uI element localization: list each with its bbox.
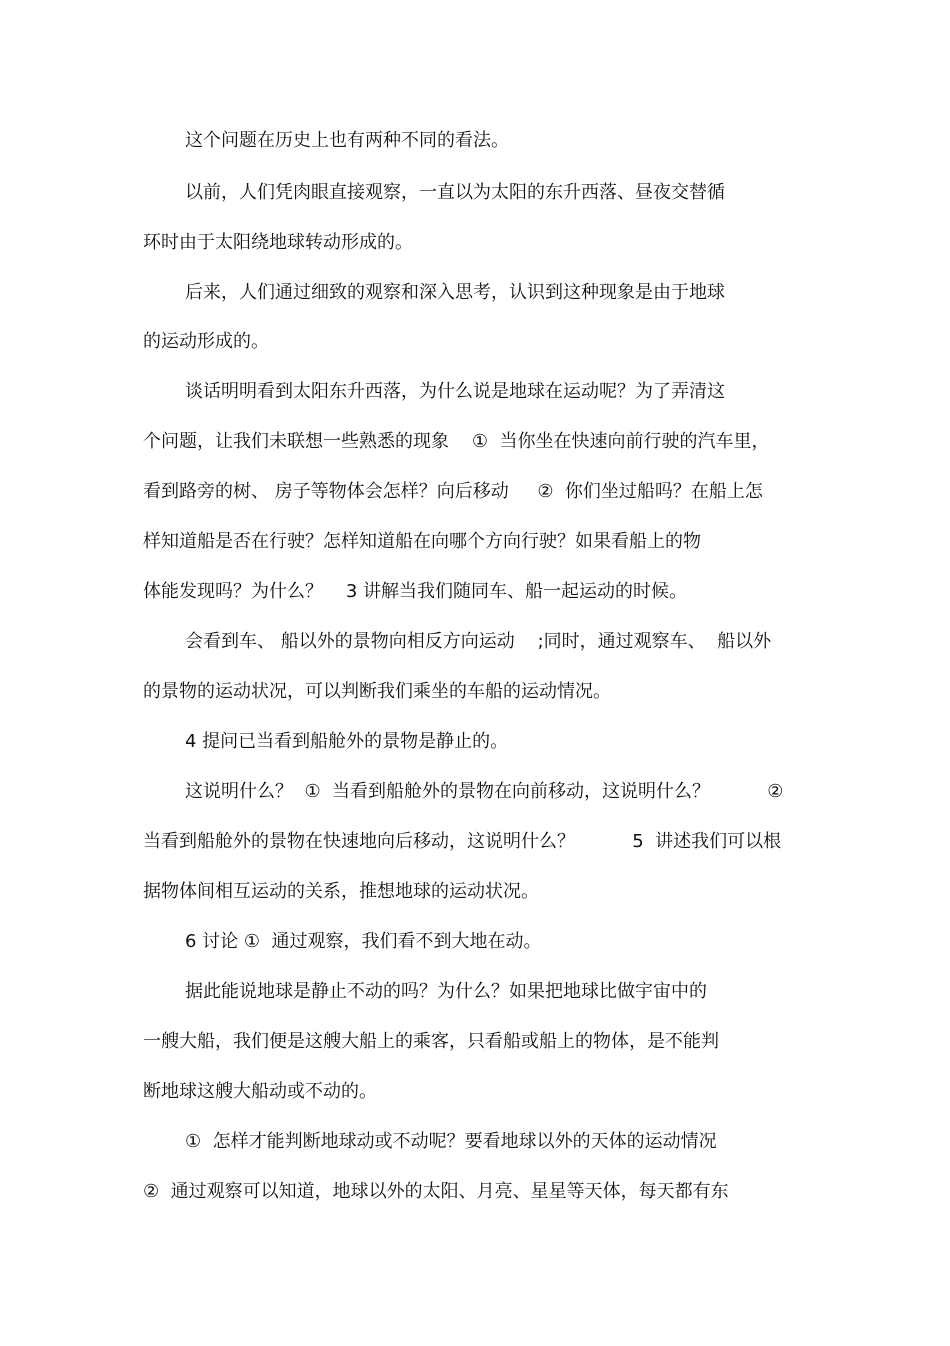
text-line: 这说明什么？ ① 当看到船舱外的景物在向前移动，这说明什么？ ② xyxy=(185,781,784,802)
text-line: 看到路旁的树、 房子等物体会怎样？向后移动 ② 你们坐过船吗？在船上怎 xyxy=(143,481,763,502)
text-line: 一艘大船，我们便是这艘大船上的乘客，只看船或船上的物体，是不能判 xyxy=(143,1031,719,1052)
text-line: ① 怎样才能判断地球动或不动呢？要看地球以外的天体的运动情况 xyxy=(185,1131,717,1152)
text-line: 以前，人们凭肉眼直接观察，一直以为太阳的东升西落、昼夜交替循 xyxy=(185,182,725,203)
text-line: 样知道船是否在行驶？怎样知道船在向哪个方向行驶？如果看船上的物 xyxy=(143,531,701,552)
text-line: 体能发现吗？为什么？ 3 讲解当我们随同车、船一起运动的时候。 xyxy=(143,581,688,602)
text-line: 当看到船舱外的景物在快速地向后移动，这说明什么？ 5 讲述我们可以根 xyxy=(143,831,782,852)
text-line: 这个问题在历史上也有两种不同的看法。 xyxy=(185,130,509,151)
text-line: 会看到车、 船以外的景物向相反方向运动 ;同时，通过观察车、 船以外 xyxy=(185,631,772,652)
text-line: 环时由于太阳绕地球转动形成的。 xyxy=(143,232,413,253)
text-line: 据物体间相互运动的关系，推想地球的运动状况。 xyxy=(143,881,539,902)
text-line: 后来，人们通过细致的观察和深入思考，认识到这种现象是由于地球 xyxy=(185,282,725,303)
text-line: 谈话明明看到太阳东升西落，为什么说是地球在运动呢？为了弄清这 xyxy=(185,381,725,402)
text-line: 断地球这艘大船动或不动的。 xyxy=(143,1081,377,1102)
text-line: 6 讨论 ① 通过观察，我们看不到大地在动。 xyxy=(185,931,542,952)
text-line: 的运动形成的。 xyxy=(143,331,269,352)
text-line: 的景物的运动状况，可以判断我们乘坐的车船的运动情况。 xyxy=(143,681,611,702)
text-line: 4 提问已当看到船舱外的景物是静止的。 xyxy=(185,731,509,752)
text-line: 据此能说地球是静止不动的吗？为什么？如果把地球比做宇宙中的 xyxy=(185,981,707,1002)
text-line: ② 通过观察可以知道，地球以外的太阳、月亮、星星等天体，每天都有东 xyxy=(143,1181,729,1202)
text-line: 个问题，让我们未联想一些熟悉的现象 ① 当你坐在快速向前行驶的汽车里， xyxy=(143,431,770,452)
